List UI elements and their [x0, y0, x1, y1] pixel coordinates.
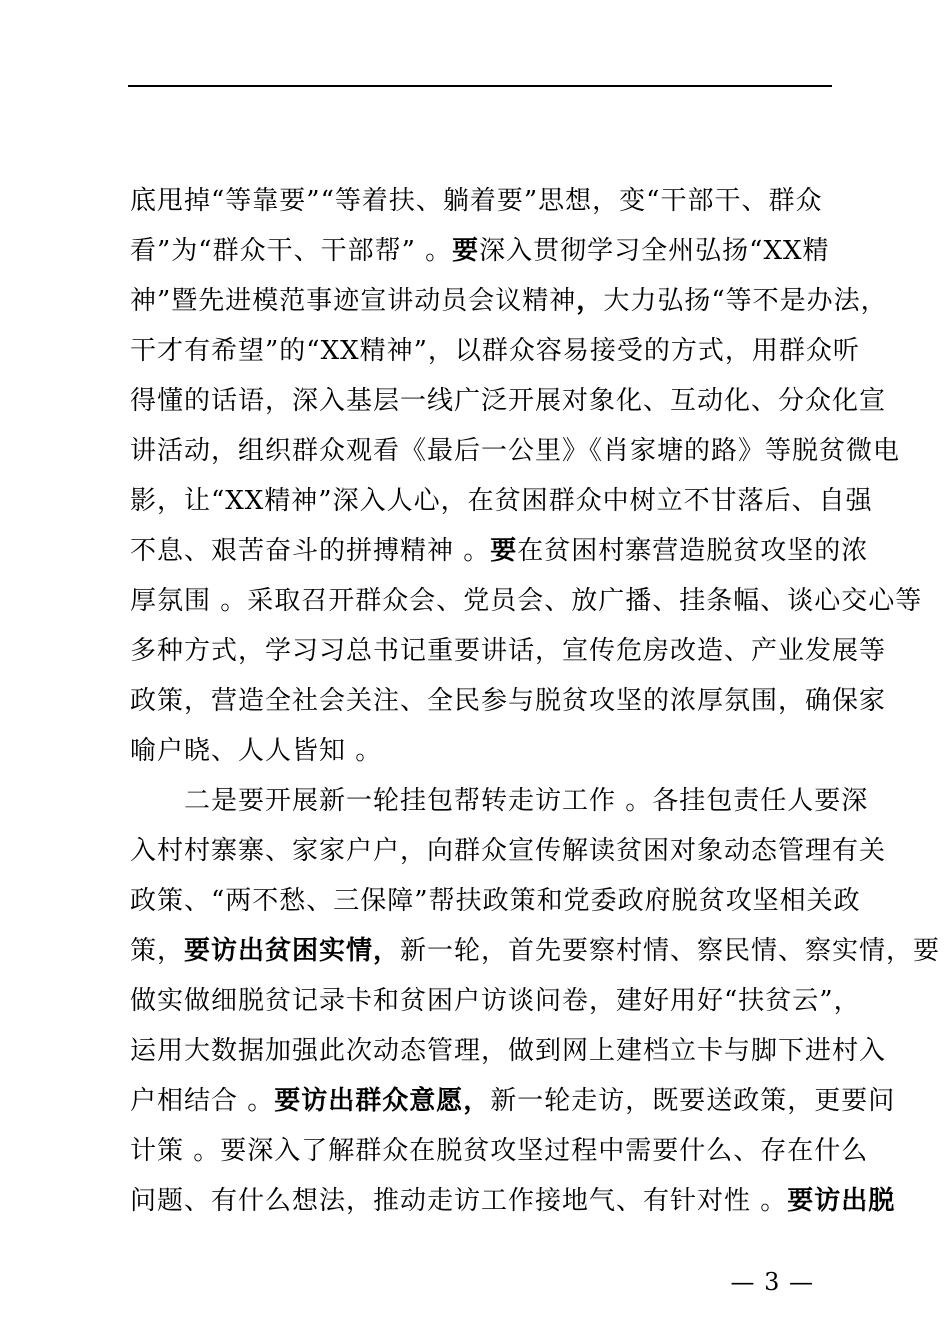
text-line — [130, 826, 887, 876]
text-line — [130, 526, 869, 576]
page-number: — 3 — — [730, 1268, 814, 1296]
bold-text-segment: ， — [576, 286, 604, 316]
text-segment: 做实做细脱贫记录卡和贫困户访谈问卷，建好用好“扶贫云”， — [130, 986, 861, 1016]
body-text — [130, 176, 941, 1226]
text-segment: 问题、有什么想法，推动走访工作接地气、有针对性 。 — [130, 1186, 788, 1216]
bold-text-segment: 要访出脱 — [787, 1186, 896, 1216]
text-segment: 得懂的话语，深入基层一线广泛开展对象化、互动化、分众化宣 — [130, 386, 887, 416]
text-segment: 不息、艰苦奋斗的拼搏精神 。 — [130, 536, 491, 566]
header-rule — [128, 85, 832, 87]
text-segment: 厚氛围 。采取召开群众会、党员会、放广播、挂条幅、谈心交心等 — [130, 586, 923, 616]
text-segment: 讲活动，组织群众观看《最后一公里》《肖家塘的路》等脱贫微电 — [130, 436, 901, 466]
text-line — [130, 976, 861, 1026]
text-line — [130, 926, 941, 976]
text-line — [130, 276, 888, 326]
text-line — [130, 1076, 896, 1126]
text-line — [130, 226, 840, 276]
text-segment: 计策 。要深入了解群众在脱贫攻坚过程中需要什么、存在什么 — [130, 1136, 869, 1166]
bold-text-segment: 要访出群众意愿， — [274, 1086, 491, 1116]
text-segment: 看”为“群众干、干部帮” 。 — [130, 236, 453, 266]
text-line — [130, 1026, 887, 1076]
text-segment: 大力弘扬“等不是办法， — [603, 286, 888, 316]
text-line — [130, 1176, 896, 1226]
text-segment: 策， — [130, 936, 185, 966]
text-segment: 运用大数据加强此次动态管理，做到网上建档立卡与脚下进村入 — [130, 1036, 887, 1066]
text-segment: 新一轮，首先要察村情、察民情、察实情，要 — [400, 936, 941, 966]
text-line — [130, 1126, 869, 1176]
text-segment: 干才有希望”的“XX精神”，以群众容易接受的方式，用群众听 — [130, 336, 860, 366]
text-segment: 户相结合 。 — [130, 1086, 275, 1116]
text-line — [130, 176, 840, 226]
text-segment: 政策、“两不愁、三保障”帮扶政策和党委政府脱贫攻坚相关政 — [130, 886, 861, 916]
text-line — [130, 676, 887, 726]
text-line — [130, 626, 887, 676]
text-line — [130, 326, 860, 376]
text-segment: 影，让“XX精神”深入人心，在贫困群众中树立不甘落后、自强 — [130, 486, 873, 516]
text-line — [130, 476, 873, 526]
text-segment: 神”暨先进模范事迹宣讲动员会议精神 — [130, 286, 577, 316]
text-segment: 新一轮走访，既要送政策，更要问 — [490, 1086, 896, 1116]
text-segment: 多种方式，学习习总书记重要讲话，宣传危房改造、产业发展等 — [130, 636, 887, 666]
text-line — [130, 576, 923, 626]
text-line — [130, 726, 840, 776]
text-line — [130, 376, 887, 426]
text-segment: 在贫困村寨营造脱贫攻坚的浓 — [517, 536, 869, 566]
text-segment: 深入贯彻学习全州弘扬“XX精 — [479, 236, 830, 266]
text-segment: 政策，营造全社会关注、全民参与脱贫攻坚的浓厚氛围，确保家 — [130, 686, 887, 716]
bold-text-segment: 要 — [490, 536, 518, 566]
text-segment: 喻户晓、人人皆知 。 — [130, 736, 383, 766]
text-segment: 二是要开展新一轮挂包帮转走访工作 。各挂包责任人要深 — [130, 786, 869, 816]
text-line — [130, 876, 861, 926]
text-line — [130, 426, 901, 476]
text-segment: 入村村寨寨、家家户户，向群众宣传解读贫困对象动态管理有关 — [130, 836, 887, 866]
bold-text-segment: 要 — [452, 236, 480, 266]
text-segment: 底甩掉“等靠要”“等着扶、躺着要”思想，变“干部干、群众 — [130, 186, 823, 216]
bold-text-segment: 要访出贫困实情， — [184, 936, 401, 966]
text-line — [130, 776, 869, 826]
